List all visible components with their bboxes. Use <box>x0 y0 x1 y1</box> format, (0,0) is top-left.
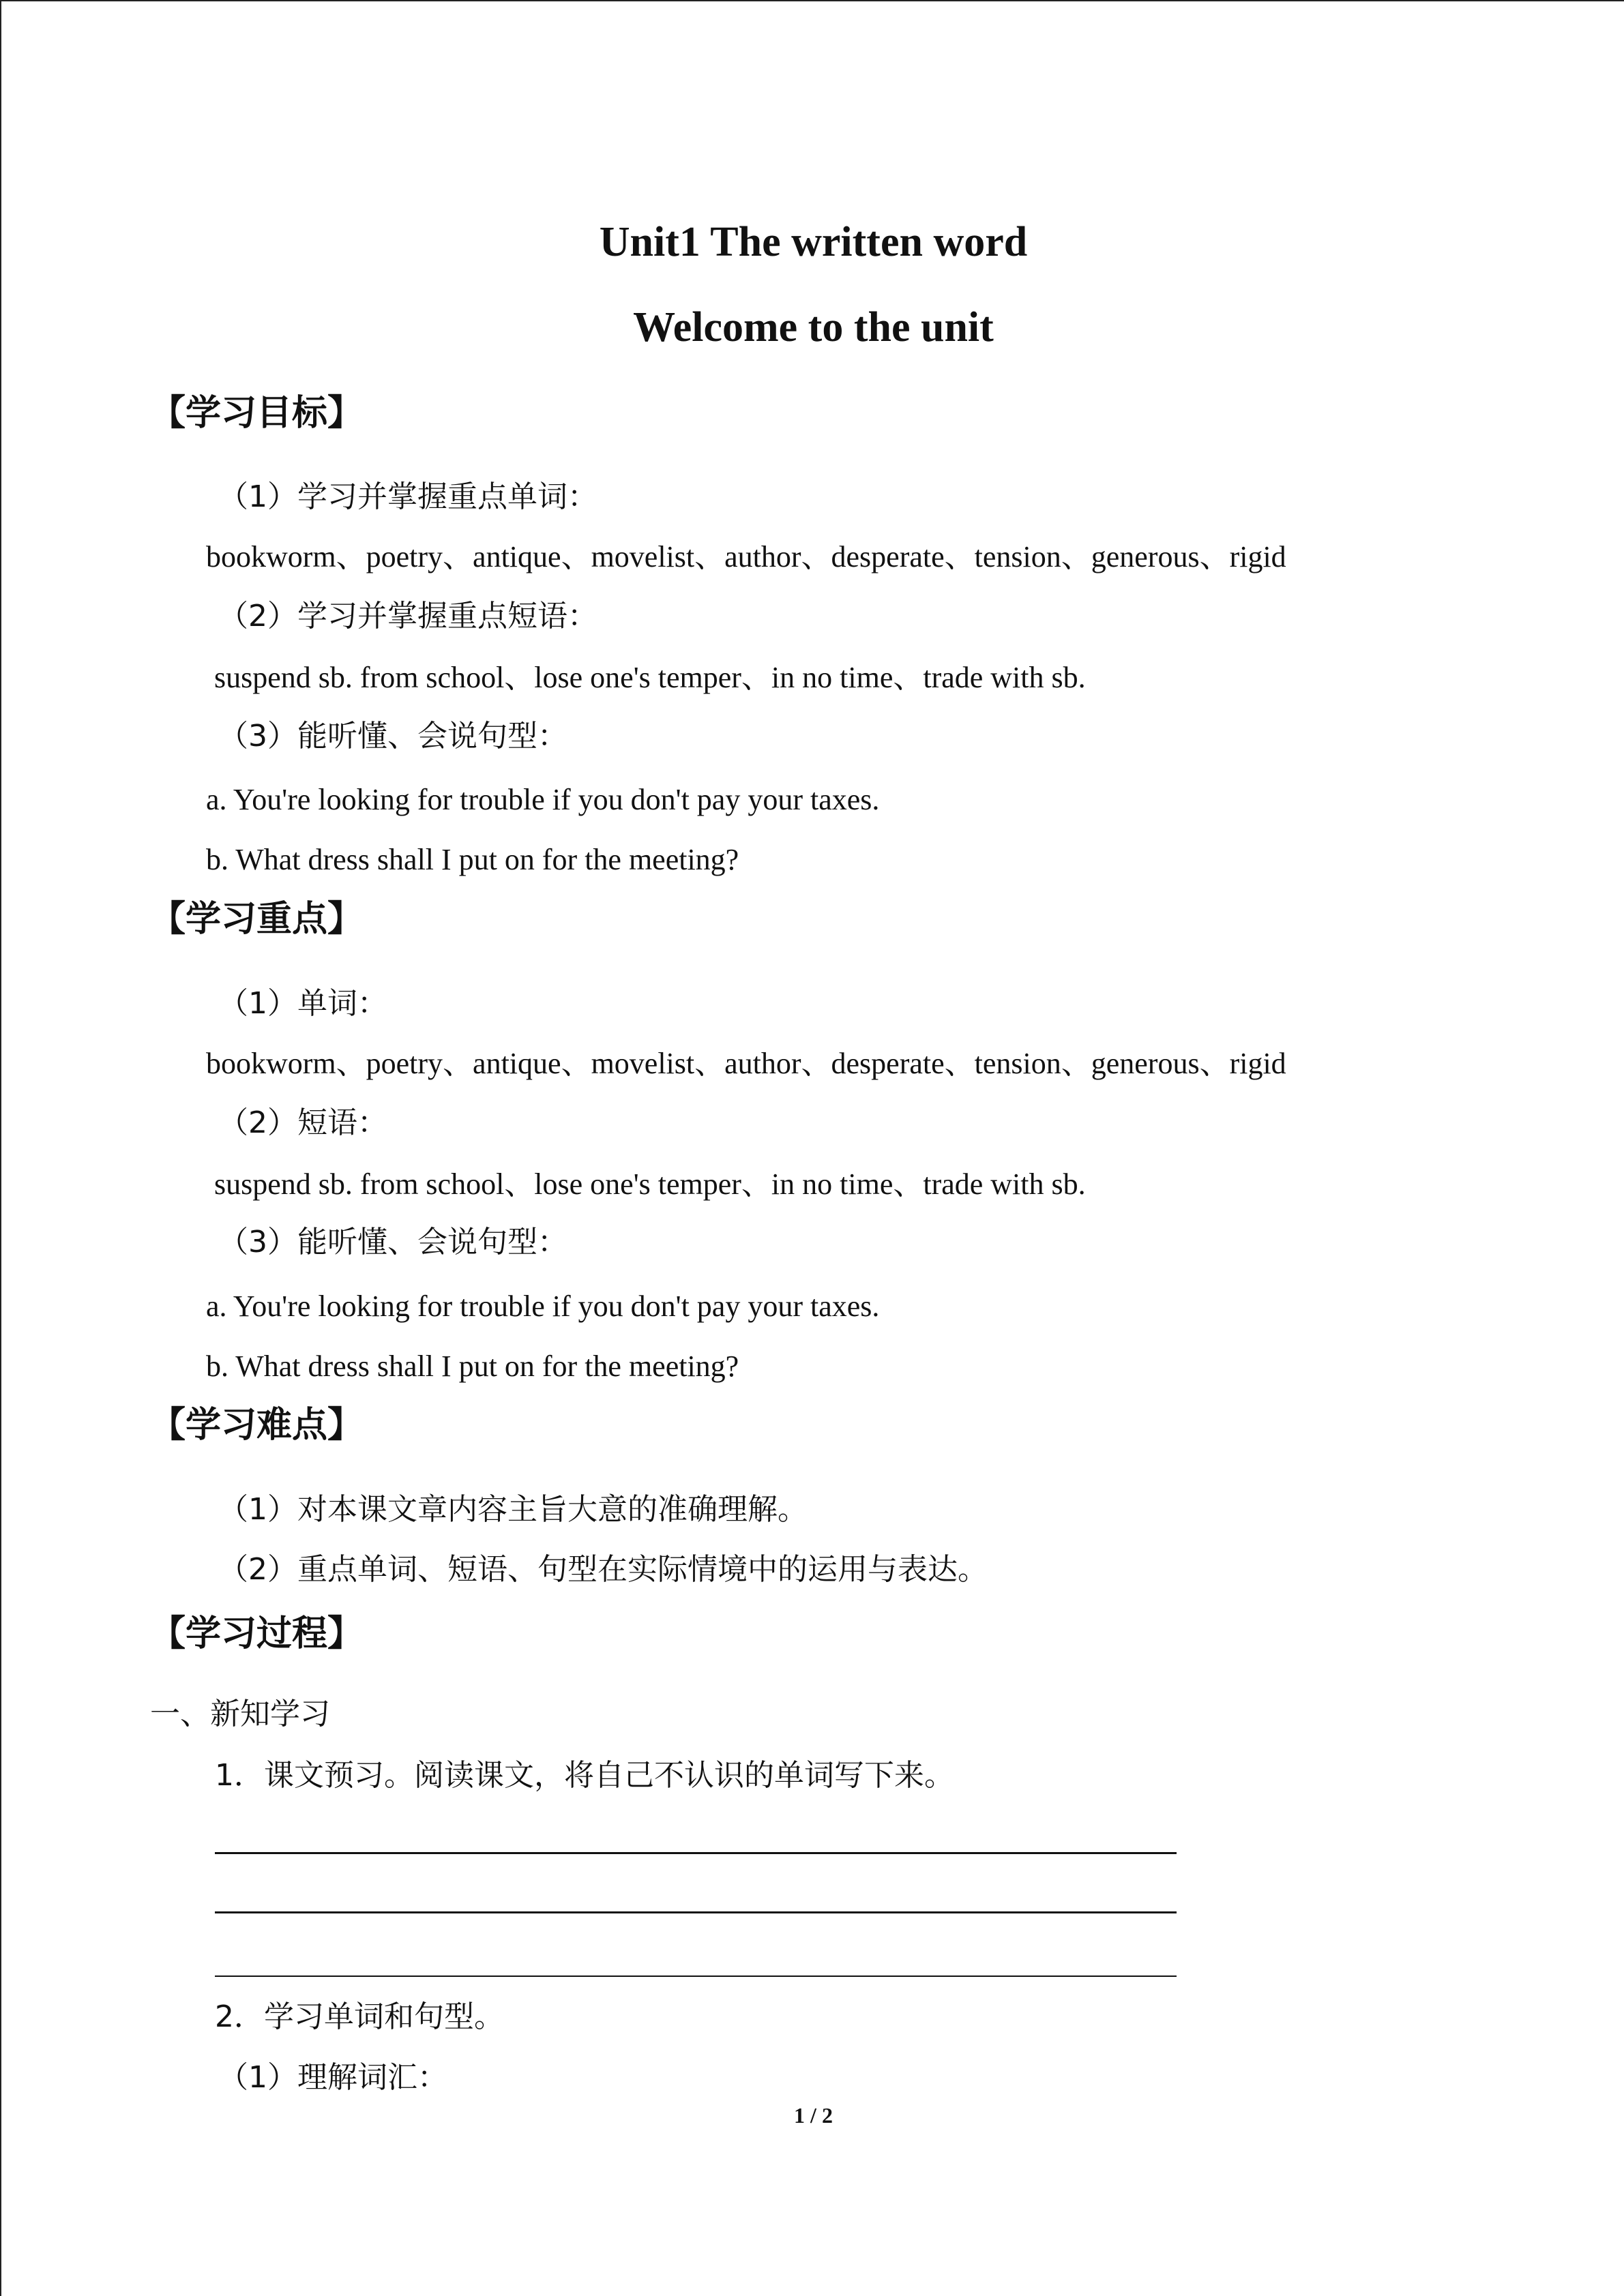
process-step-1: 1．课文预习。阅读课文，将自己不认识的单词写下来。 <box>215 1758 954 1793</box>
document-title: Unit1 The written word <box>599 219 1028 265</box>
page-number: 1 / 2 <box>794 2103 833 2128</box>
answer-line-2[interactable] <box>215 1911 1177 1913</box>
process-part-1: 一、新知学习 <box>150 1697 330 1731</box>
heading-process: 【学习过程】 <box>150 1613 364 1654</box>
process-step-2-item-1: （1）理解词汇： <box>218 2060 447 2095</box>
objectives-sentence-a: a. You're looking for trouble if you don't pay your taxes. <box>206 783 880 816</box>
heading-objectives: 【学习目标】 <box>150 393 364 434</box>
key-points-sentence-b: b. What dress shall I put on for the meeting? <box>206 1350 739 1383</box>
process-step-2: 2．学习单词和句型。 <box>215 1999 504 2034</box>
objectives-item-1: （1）学习并掌握重点单词： <box>218 479 597 514</box>
objectives-words: bookworm、poetry、antique、movelist、author、desperate、tension、generous、rigid <box>206 540 1286 573</box>
key-points-item-2: （2）短语： <box>218 1105 387 1140</box>
difficulties-item-2: （2）重点单词、短语、句型在实际情境中的运用与表达。 <box>218 1552 988 1587</box>
objectives-item-3: （3）能听懂、会说句型： <box>218 719 567 754</box>
answer-line-3[interactable] <box>215 1976 1177 1977</box>
document-subtitle: Welcome to the unit <box>633 304 994 351</box>
heading-key-points: 【学习重点】 <box>150 899 364 940</box>
key-points-item-1: （1）单词： <box>218 986 387 1021</box>
difficulties-item-1: （1）对本课文章内容主旨大意的准确理解。 <box>218 1492 808 1527</box>
objectives-item-2: （2）学习并掌握重点短语： <box>218 599 597 633</box>
objectives-phrases: suspend sb. from school、lose one's temper、in no time、trade with sb. <box>214 661 1086 694</box>
key-points-words: bookworm、poetry、antique、movelist、author、desperate、tension、generous、rigid <box>206 1047 1286 1080</box>
heading-difficulties: 【学习难点】 <box>150 1405 364 1446</box>
key-points-phrases: suspend sb. from school、lose one's temper、in no time、trade with sb. <box>214 1167 1086 1201</box>
objectives-sentence-b: b. What dress shall I put on for the meeting? <box>206 843 739 876</box>
key-points-sentence-a: a. You're looking for trouble if you don't pay your taxes. <box>206 1289 880 1323</box>
answer-line-1[interactable] <box>215 1852 1177 1854</box>
key-points-item-3: （3）能听懂、会说句型： <box>218 1225 567 1259</box>
